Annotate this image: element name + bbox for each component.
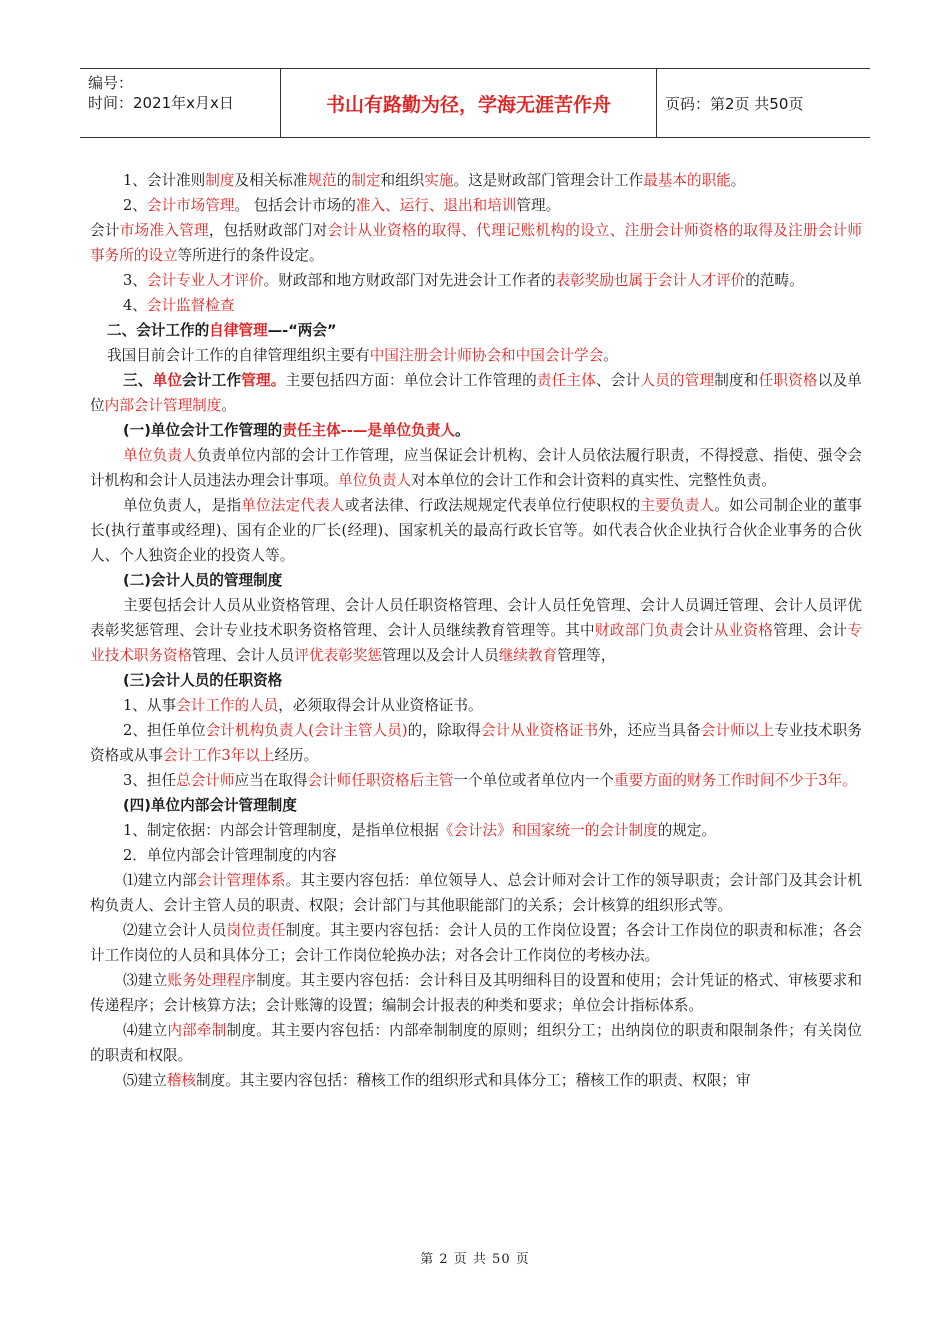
section-heading xyxy=(90,368,862,418)
text: ⑸建立 xyxy=(123,1072,167,1089)
text: 二、会计工作的 xyxy=(107,322,210,339)
document-body xyxy=(90,168,862,1093)
section-heading xyxy=(90,318,862,343)
text: 管理、会计人员 xyxy=(192,647,295,664)
highlight: 规范 xyxy=(307,172,337,189)
header-meta xyxy=(80,69,281,137)
highlight: 自律管理 xyxy=(209,322,268,339)
text: 制度。其主要内容包括：内部牵制制度的原则；组织分工；出纳岗位的职责和限制条件；有关岗位的职责和权限。 xyxy=(90,1022,862,1064)
paragraph xyxy=(90,493,862,568)
highlight: 制度 xyxy=(205,172,235,189)
highlight: 会计从业资格的取得、代理记账机构的设立、注册会计师资格的取得及注册会计师事务所的设立 xyxy=(90,222,862,264)
highlight: 单位 xyxy=(152,372,183,389)
text: ，包括财政部门对 xyxy=(208,222,328,239)
paragraph xyxy=(90,168,862,193)
highlight: 会计专业人才评价 xyxy=(146,272,264,289)
text: ⑷建立 xyxy=(123,1022,168,1039)
subsection-heading xyxy=(90,568,862,593)
paragraph xyxy=(90,693,862,718)
paragraph xyxy=(90,868,862,918)
text: (三)会计人员的任职资格 xyxy=(123,672,283,689)
text: 1、会计准则 xyxy=(123,172,206,189)
subsection-heading xyxy=(90,418,862,443)
text: 。如公司制企业的董事长(执行董事或经理)、国有企业的厂长(经理)、国家机关的最高行政长官等。如代表合伙企业执行合伙企业事务的合伙人、个人独资企业的投资人等。 xyxy=(90,497,862,564)
highlight: 制定 xyxy=(351,172,381,189)
text: ，必须取得会计从业资格证书。 xyxy=(278,697,483,714)
text: 主要包括四方面：单位会计工作管理的 xyxy=(285,372,537,389)
highlight: 总会计师 xyxy=(176,772,235,789)
highlight: 会计工作3年以上 xyxy=(162,747,275,764)
highlight: 评优表彰奖惩 xyxy=(294,647,382,664)
highlight: 财政部门负责 xyxy=(594,622,684,639)
header-motto: 书山有路勤为径，学海无涯苦作舟 xyxy=(281,69,657,137)
text: 4、 xyxy=(123,297,147,314)
text: 及相关标准 xyxy=(234,172,308,189)
text: ⑶建立 xyxy=(123,972,168,989)
highlight: 准入、运行、退出和培训 xyxy=(355,197,517,214)
paragraph xyxy=(90,443,862,493)
highlight: 会计工作的人员 xyxy=(176,697,279,714)
doc-number-label: 编号： xyxy=(88,74,134,92)
text: 单位负责人，是指 xyxy=(123,497,242,514)
text: 。财政部和地方财政部门对先进会计工作者的 xyxy=(263,272,556,289)
highlight: 责任主体--—是单位负责人 xyxy=(282,422,455,439)
paragraph xyxy=(90,718,862,768)
text: 应当在取得 xyxy=(234,772,308,789)
text: 的 xyxy=(336,172,352,189)
paragraph xyxy=(90,1018,862,1068)
paragraph xyxy=(90,593,862,668)
highlight: 会计监督检查 xyxy=(146,297,235,314)
highlight: 人员的管理 xyxy=(640,372,715,389)
text: 管理。 xyxy=(516,197,561,214)
text: 对本单位的会计工作和会计资料的真实性、完整性负责。 xyxy=(411,472,776,489)
highlight: 账务处理程序 xyxy=(167,972,257,989)
highlight: 主要负责人 xyxy=(640,497,715,514)
subsection-heading xyxy=(90,668,862,693)
highlight: 单位法定代表人 xyxy=(241,497,345,514)
text: 制度。其主要内容包括：会计科目及其明细科目的设置和使用；会计凭证的格式、审核要求和传递程序；会计核算方法；会计账簿的设置；编制会计报表的种类和要求；单位会计指标体系。 xyxy=(90,972,862,1014)
text: 制度。其主要内容包括：稽核工作的组织形式和具体分工；稽核工作的职责、权限；审 xyxy=(196,1072,751,1089)
paragraph xyxy=(90,218,862,268)
text: 一个单位或者单位内一个 xyxy=(453,772,614,789)
paragraph xyxy=(90,768,862,793)
text: 以及单位 xyxy=(90,372,862,414)
page-header xyxy=(80,68,870,138)
highlight: 从业资格 xyxy=(713,622,774,639)
text: 。 xyxy=(454,422,470,439)
text: (一)单位会计工作管理的 xyxy=(123,422,283,439)
highlight: 中国注册会计师协会和中国会计学会 xyxy=(369,347,604,364)
text: ⑵建立会计人员 xyxy=(123,922,227,939)
subsection-heading xyxy=(90,793,862,818)
text: 1、制定依据：内部会计管理制度，是指单位根据 xyxy=(123,822,439,839)
highlight: 任职资格 xyxy=(758,372,818,389)
text: 的规定。 xyxy=(657,822,717,839)
highlight: 重要方面的财务工作时间不少于3年。 xyxy=(613,772,857,789)
text: 外，还应当具备 xyxy=(598,722,701,739)
highlight: 管理。 xyxy=(241,372,286,389)
highlight: 会计从业资格证书 xyxy=(480,722,599,739)
highlight: 稽核 xyxy=(166,1072,196,1089)
text: 管理等， xyxy=(557,647,616,664)
highlight: 会计市场管理 xyxy=(146,197,235,214)
text: 。 xyxy=(221,397,236,414)
text: 会计 xyxy=(684,622,714,639)
text: 。 xyxy=(603,347,618,364)
paragraph xyxy=(90,818,862,843)
text: 和组织 xyxy=(380,172,425,189)
paragraph xyxy=(90,968,862,1018)
text: 三、 xyxy=(123,372,153,389)
paragraph xyxy=(90,1068,862,1093)
text: 2．单位内部会计管理制度的内容 xyxy=(123,847,337,864)
text: 的，除取得 xyxy=(407,722,481,739)
text: 2、 xyxy=(123,197,147,214)
paragraph xyxy=(90,343,862,368)
text: ⑴建立内部 xyxy=(123,872,197,889)
highlight: 最基本的职能 xyxy=(643,172,731,189)
highlight: 岗位责任 xyxy=(226,922,286,939)
highlight: 继续教育 xyxy=(498,647,558,664)
text: (二)会计人员的管理制度 xyxy=(123,572,283,589)
highlight: 实施 xyxy=(424,172,454,189)
page-footer xyxy=(0,1248,950,1267)
text: 管理以及会计人员 xyxy=(381,647,499,664)
highlight: 市场准入管理 xyxy=(119,222,209,239)
text: 负责单位内部的会计工作管理，应当保证会计机构、会计人员依法履行职责，不得授意、指使、强令会计机构和会计人员违法办理会计事项。 xyxy=(90,447,862,489)
text: —-“两会” xyxy=(267,322,337,339)
highlight: 会计机构负责人(会计主管人员) xyxy=(205,722,408,739)
text: 会计工作 xyxy=(182,372,242,389)
doc-date-label: 时间：2021年x月x日 xyxy=(88,94,234,112)
text: (四)单位内部会计管理制度 xyxy=(123,797,297,814)
text: 会计 xyxy=(90,222,120,239)
text: 主要包括会计人员从业资格管理、会计人员任职资格管理、会计人员任免管理、会计人员调迁管理、会计人员评优表彰奖惩管理、会计专业技术职务资格管理、会计人员继续教育管理等。其中 xyxy=(90,597,862,639)
text: 。 包括会计市场的 xyxy=(234,197,356,214)
text: 专业技术职务资格或从事 xyxy=(90,722,862,764)
header-page-info: 页码：第2页 共50页 xyxy=(665,94,804,113)
text: 我国目前会计工作的自律管理组织主要有 xyxy=(107,347,370,364)
paragraph xyxy=(90,268,862,293)
text: 的范畴。 xyxy=(745,272,804,289)
text: 。其主要内容包括：单位领导人、总会计师对会计工作的领导职责；会计部门及其会计机构负责人、会计主管人员的职责、权限；会计部门与其他职能部门的关系；会计核算的组织形式等。 xyxy=(90,872,862,914)
highlight: 表彰奖励也属于会计人才评价 xyxy=(555,272,746,289)
highlight: 会计管理体系 xyxy=(196,872,286,889)
paragraph xyxy=(90,193,862,218)
text: 2、担任单位 xyxy=(123,722,206,739)
text: 制度。其主要内容包括：会计人员的工作岗位设置；各会计工作岗位的职责和标准；各会计工作岗位的人员和具体分工；会计工作岗位轮换办法；对各会计工作岗位的考核办法。 xyxy=(90,922,862,964)
text: 管理、会计 xyxy=(773,622,848,639)
text: 。这是财政部门管理会计工作 xyxy=(453,172,644,189)
highlight: 单位负责人 xyxy=(123,447,197,464)
highlight: 《会计法》和国家统一的会计制度 xyxy=(438,822,658,839)
text: 3、 xyxy=(123,272,147,289)
highlight: 责任主体 xyxy=(536,372,596,389)
paragraph xyxy=(90,293,862,318)
paragraph xyxy=(90,843,862,868)
highlight: 单位负责人 xyxy=(338,472,412,489)
page-number: 第 2 页 共 50 页 xyxy=(420,1252,530,1267)
highlight: 会计师任职资格后主管 xyxy=(307,772,454,789)
text: 等所进行的条件设定。 xyxy=(177,247,324,264)
text: 或者法律、行政法规规定代表单位行使职权的 xyxy=(344,497,641,514)
paragraph xyxy=(90,918,862,968)
text: 制度和 xyxy=(714,372,759,389)
text: 3、担任 xyxy=(123,772,177,789)
highlight: 内部会计管理制度 xyxy=(104,397,222,414)
text: 。 xyxy=(730,172,746,189)
highlight: 内部牵制 xyxy=(167,1022,227,1039)
text: 、会计 xyxy=(596,372,641,389)
highlight: 会计师以上 xyxy=(700,722,775,739)
highlight: 专业技术职务资格 xyxy=(90,622,862,664)
text: 经历。 xyxy=(274,747,319,764)
text: 1、从事 xyxy=(123,697,177,714)
